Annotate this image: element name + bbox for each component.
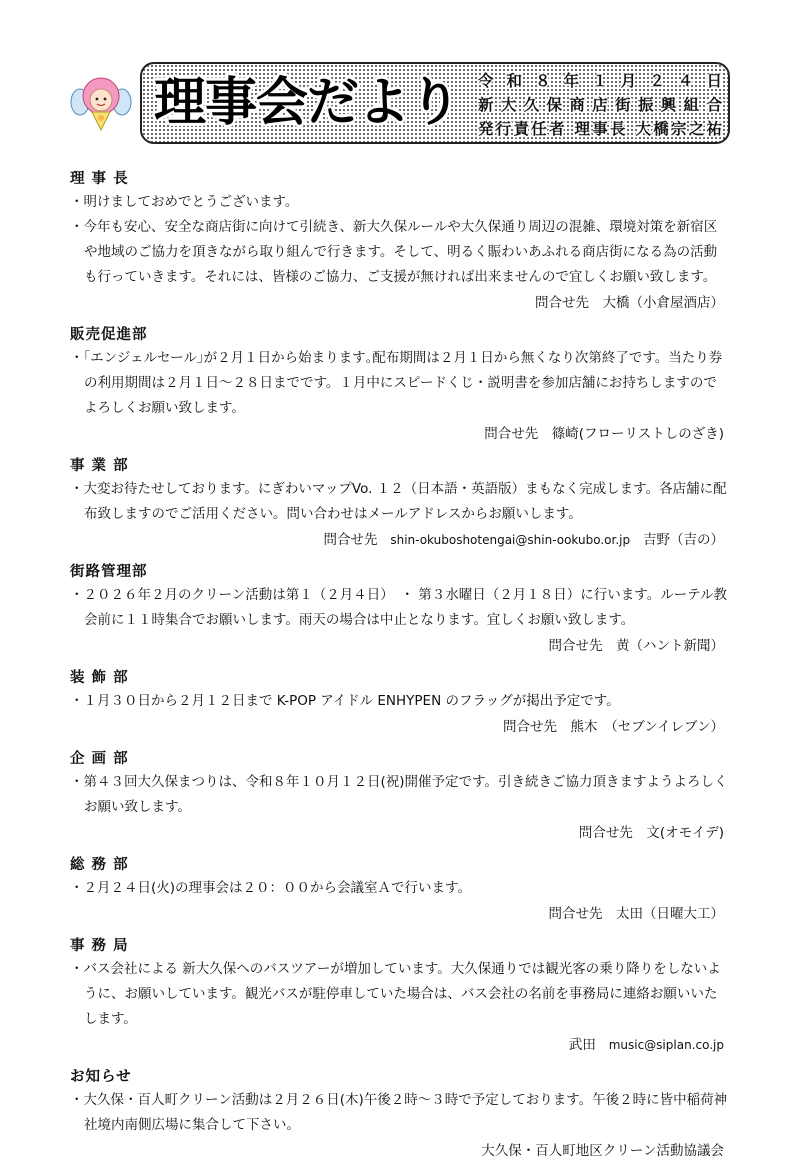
contact-email-link[interactable]: shin-okuboshotengai@shin-ookubo.or.jp bbox=[390, 533, 631, 547]
section-heading: 街路管理部 bbox=[70, 564, 148, 580]
section-heading: 理 事 長 bbox=[70, 171, 129, 187]
section-planning bbox=[70, 748, 730, 846]
section-business bbox=[70, 455, 730, 553]
section-line: ・バス会社による 新大久保へのバスツアーが増加しています。大久保通りでは観光客の乗り降りをしないように、お願いしています。観光バスが駐停車していた場合は、バス会社の名前を事務局に連絡お願いいたします。 bbox=[70, 961, 721, 1027]
section-line: ・２月２４日(火)の理事会は２０：００から会議室Ａで行います。 bbox=[70, 880, 471, 896]
section-heading: 装 飾 部 bbox=[70, 670, 129, 686]
section-decoration bbox=[70, 667, 730, 740]
section-line: ・１月３０日から２月１２日まで K-POP アイドル ENHYPEN のフラッグが掲出予定です。 bbox=[70, 693, 620, 709]
section-line: ・明けましておめでとうございます。 bbox=[70, 194, 299, 210]
contact-name: 吉野（吉の） bbox=[643, 532, 724, 548]
issue-date: 令和８年１月２４日 bbox=[478, 72, 722, 90]
contact-info: 大久保・百人町地区クリーン活動協議会 bbox=[481, 1143, 724, 1159]
newsletter-body bbox=[70, 168, 730, 1172]
header-box bbox=[140, 62, 730, 144]
contact-info: 問合せ先 黄（ハント新聞） bbox=[548, 638, 724, 654]
contact-info: 問合せ先 大橋（小倉屋酒店） bbox=[535, 295, 724, 311]
publisher: 発行責任者 理事長 大橋宗之祐 bbox=[478, 120, 722, 138]
section-line: ・大久保・百人町クリーン活動は２月２６日(木)午後２時～３時で予定しております。午後２時に皆中稲荷神社境内南側広場に集合して下さい。 bbox=[70, 1092, 728, 1133]
angel-mascot-icon bbox=[70, 72, 132, 134]
section-street-management bbox=[70, 561, 730, 659]
contact-info: 問合せ先 文(オモイデ) bbox=[578, 825, 724, 841]
contact-email-link[interactable]: music@siplan.co.jp bbox=[608, 1038, 724, 1052]
section-general-affairs bbox=[70, 854, 730, 927]
contact-info bbox=[70, 527, 730, 553]
section-heading: お知らせ bbox=[70, 1069, 132, 1085]
section-line: ・２０２６年２月のクリーン活動は第１（２月４日） ・ 第３水曜日（２月１８日）に行います。ルーテル教会前に１１時集合でお願いします。雨天の場合は中止となります。宜しくお願い致します。 bbox=[70, 587, 728, 628]
section-sales-promotion bbox=[70, 324, 730, 447]
section-heading: 企 画 部 bbox=[70, 751, 129, 767]
contact-info bbox=[70, 1032, 730, 1058]
section-line: ・第４３回大久保まつりは、令和８年１０月１２日(祝)開催予定です。引き続きご協力頂きますようよろしくお願い致します。 bbox=[70, 774, 728, 815]
contact-info: 問合せ先 篠崎(フローリストしのざき) bbox=[484, 426, 724, 442]
section-heading: 事 業 部 bbox=[70, 458, 129, 474]
section-notice bbox=[70, 1066, 730, 1164]
organization-name: 新大久保商店街振興組合 bbox=[478, 96, 722, 114]
section-chairman bbox=[70, 168, 730, 316]
contact-label: 問合せ先 bbox=[323, 532, 378, 548]
contact-info: 問合せ先 太田（日曜大工） bbox=[548, 906, 724, 922]
section-line: ・｢エンジェルセール｣が２月１日から始まります｡配布期間は２月１日から無くなり次第終了です。当たり券の利用期間は２月１日～２８日までです。１月中にスピードくじ・説明書を参加店舗にお持ちしますのでよろしくお願い致します。 bbox=[70, 350, 723, 416]
section-secretariat bbox=[70, 935, 730, 1058]
section-line: ・今年も安心、安全な商店街に向けて引続き、新大久保ルールや大久保通り周辺の混雑、環境対策を新宿区や地域のご協力を頂きながら取り組んで行きます。そして、明るく賑わいあふれる商店街になる為の活動も行っていきます。それには、皆様のご協力、ご支援が無ければ出来ませんので宜しくお願い致します。 bbox=[70, 219, 718, 285]
section-heading: 総 務 部 bbox=[70, 857, 129, 873]
contact-label: 武田 bbox=[568, 1037, 596, 1053]
section-heading: 事 務 局 bbox=[70, 938, 129, 954]
contact-info: 問合せ先 熊木 （セブンイレブン） bbox=[503, 719, 724, 735]
header-info bbox=[478, 69, 722, 141]
section-line: ・大変お待たせしております。にぎわいマップVo. １２（日本語・英語版）まもなく完成します。各店舗に配布致しますのでご活用ください。問い合わせはメールアドレスからお願いします。 bbox=[70, 481, 727, 522]
newsletter-title: 理事会だより bbox=[154, 73, 461, 133]
section-heading: 販売促進部 bbox=[70, 327, 148, 343]
